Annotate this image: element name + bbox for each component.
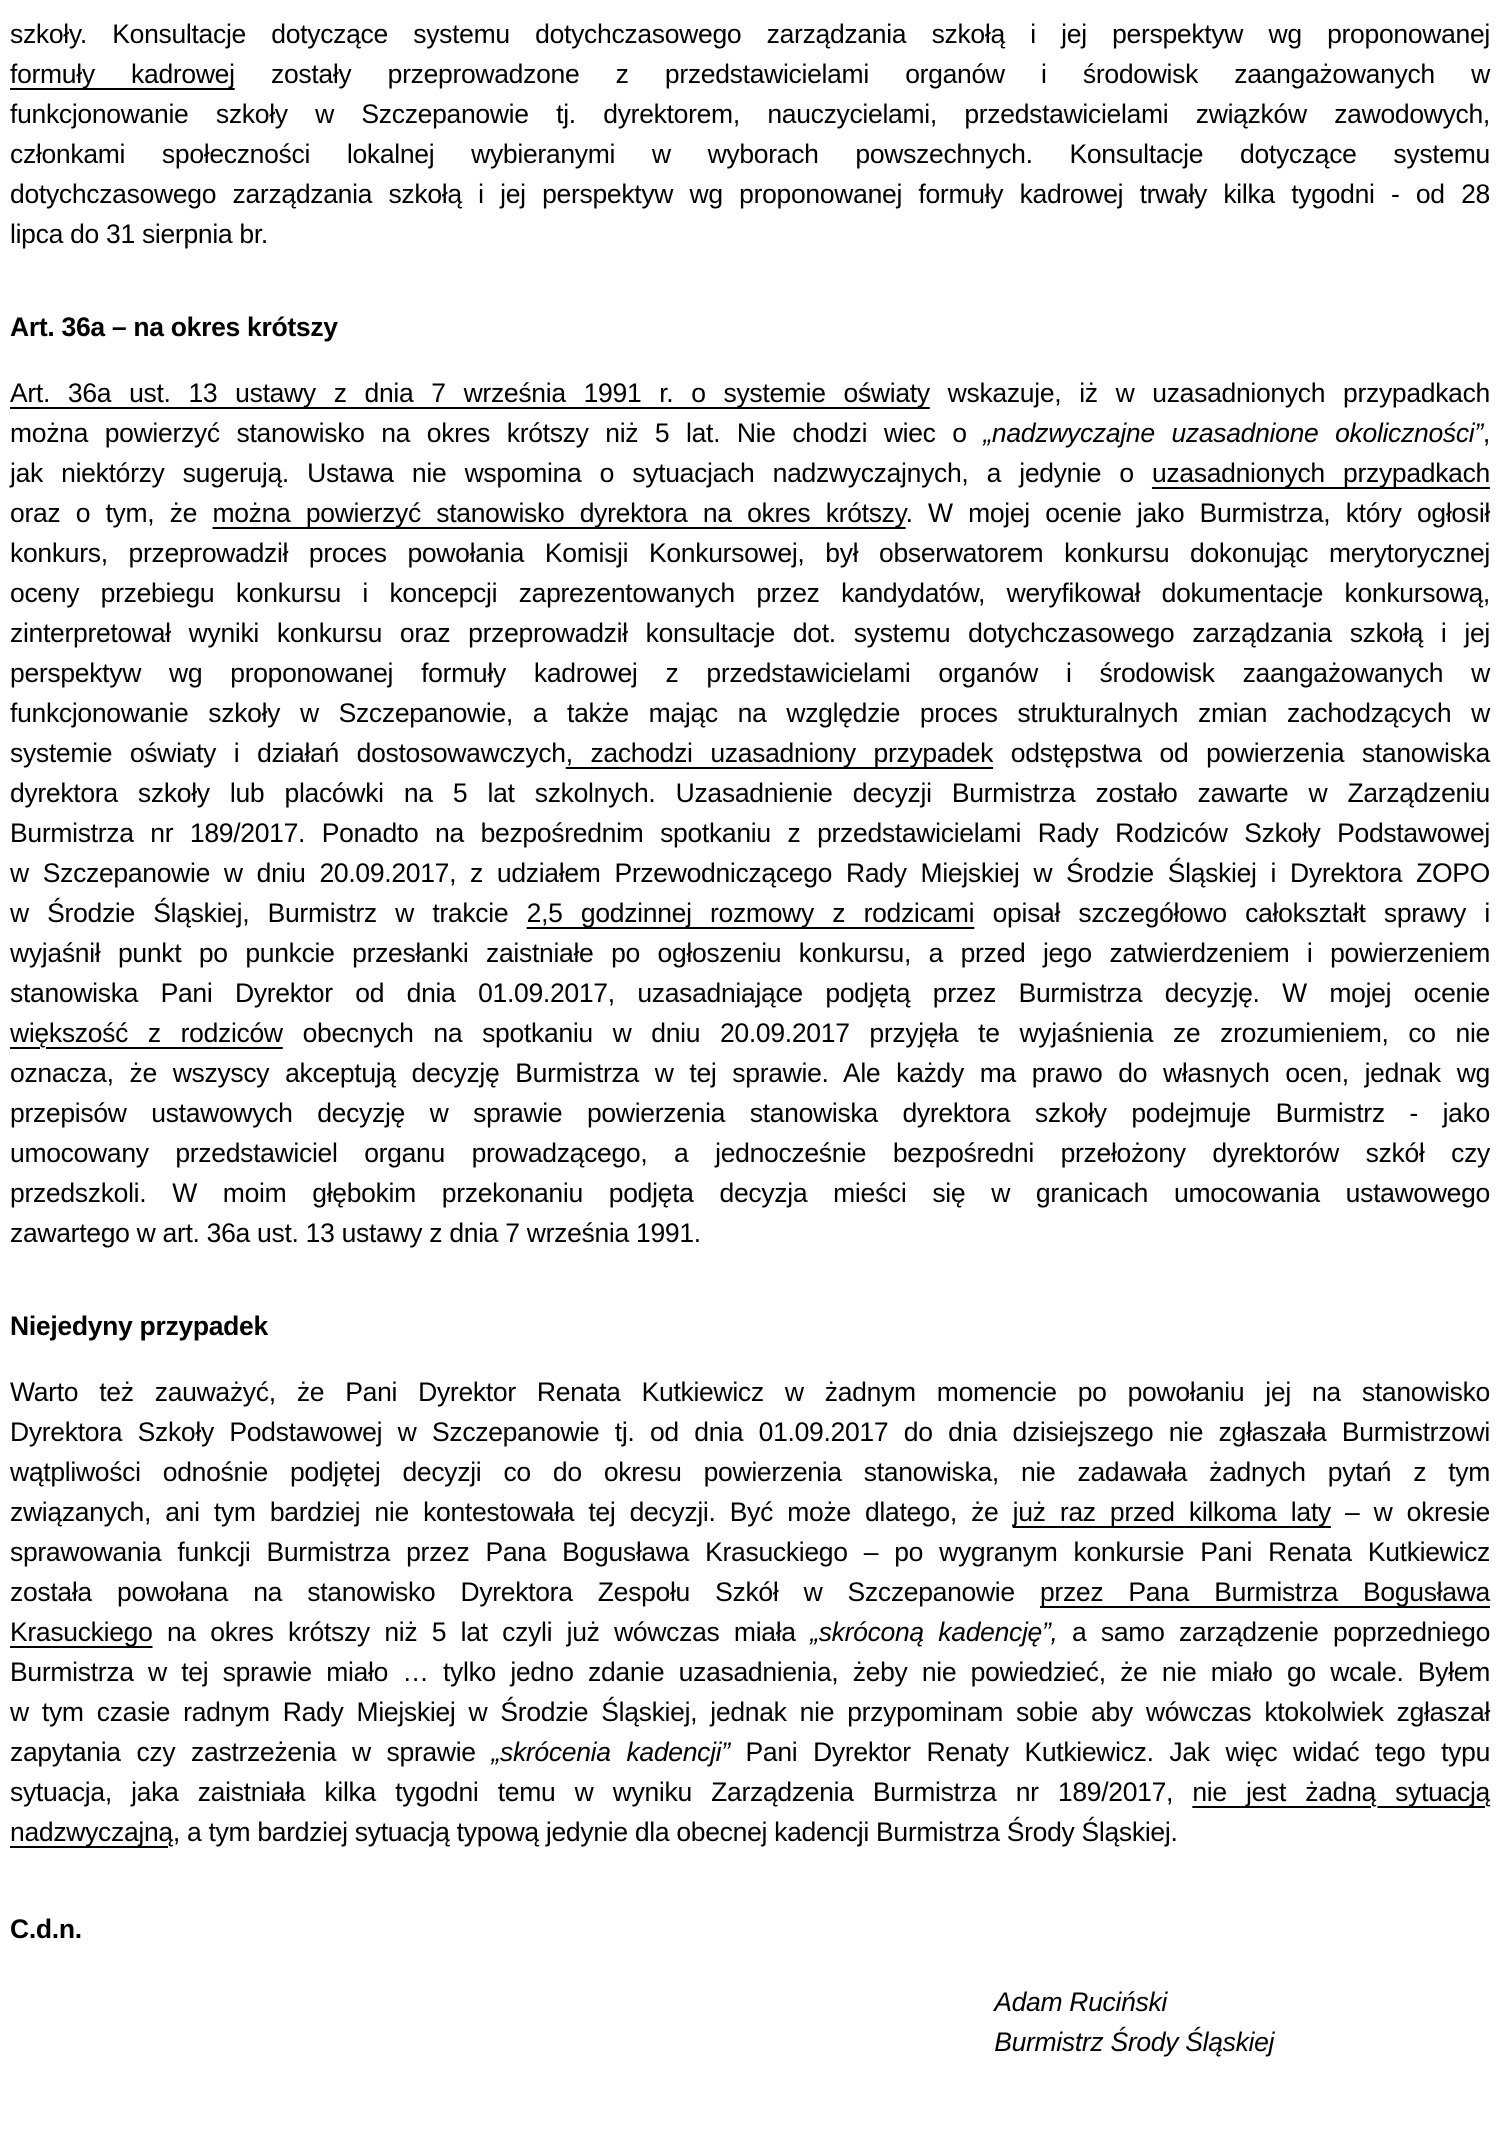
text-line [10,1492,1490,1532]
text-run: opisał szczegółowo całokształt sprawy i [974,898,1490,928]
text-run: „nadzwyczajne uzasadnione okoliczności” [983,418,1483,448]
text-line [10,1572,1490,1612]
text-line [10,613,1490,653]
text-run: konkurs, przeprowadził proces powołania Komisji Konkursowej, był obserwatorem konkursu dokonując merytorycznej [10,538,1490,568]
closing-cdn: C.d.n. [10,1914,82,1944]
text-run: „skróconą kadencję”, [810,1617,1058,1647]
text-line [10,893,1490,933]
text-run: przepisów ustawowych decyzję w sprawie powierzenia stanowiska dyrektora szkoły podejmuje Burmistrz - jako [10,1098,1490,1128]
text-run: dyrektora szkoły lub placówki na 5 lat szkolnych. Uzasadnienie decyzji Burmistrza zostało zawarte w Zarządzeniu [10,778,1490,808]
text-line [10,453,1490,493]
signature-title: Burmistrz Środy Śląskiej [994,2027,1275,2057]
text-run: lipca do 31 sierpnia br. [10,219,268,249]
text-run: 2,5 godzinnej rozmowy z rodzicami [526,898,975,928]
text-run: – w okresie [1330,1497,1490,1527]
text-run: zapytania czy zastrzeżenia w sprawie [10,1737,492,1767]
signature-name: Adam Ruciński [994,1987,1168,2017]
text-line [10,733,1490,773]
text-line [10,94,1490,134]
text-line [10,214,1490,254]
text-run: sprawowania funkcji Burmistrza przez Pana Bogusława Krasuckiego – po wygranym konkursie Pani Renata Kutkiewicz [10,1537,1490,1567]
text-run: funkcjonowanie szkoły w Szczepanowie tj. dyrektorem, nauczycielami, przedstawicielami związków zawodowych, [10,99,1490,129]
text-line [10,933,1490,973]
text-line [10,853,1490,893]
text-run: oceny przebiegu konkursu i koncepcji zaprezentowanych przez kandydatów, weryfikował dokumentacje konkursową, [10,578,1490,608]
text-run: szkoły. Konsultacje dotyczące systemu dotychczasowego zarządzania szkołą i jej perspektyw wg proponowanej [10,19,1490,49]
text-line [10,533,1490,573]
text-run: , zachodzi uzasadniony przypadek [565,738,994,768]
text-run: przedszkoli. W moim głębokim przekonaniu podjęta decyzja mieści się w granicach umocowania ustawowego [10,1178,1490,1208]
text-run: Pani Dyrektor Renaty Kutkiewicz. Jak więc widać tego typu [729,1737,1491,1767]
text-run: formuły kadrowej [10,59,235,89]
text-line [10,1013,1490,1053]
text-run: perspektyw wg proponowanej formuły kadrowej z przedstawicielami organów i środowisk zaangażowanych w [10,658,1490,688]
text-run: oraz o tym, że [10,498,213,528]
text-line [10,573,1490,613]
text-line [10,1093,1490,1133]
text-line [10,693,1490,733]
text-line [10,14,1490,54]
text-run: funkcjonowanie szkoły w Szczepanowie, a także mając na względzie proces strukturalnych zmian zachodzących w [10,698,1490,728]
text-line [10,54,1490,94]
text-run: jak niektórzy sugerują. Ustawa nie wspomina o sytuacjach nadzwyczajnych, a jedynie o [10,458,1152,488]
text-run: obecnych na spotkaniu w dniu 20.09.2017 przyjęła te wyjaśnienia ze zrozumieniem, co nie [282,1018,1490,1048]
text-line [10,493,1490,533]
text-line [10,1812,1490,1852]
art-36a-paragraph [10,373,1490,1253]
text-run: można powierzyć stanowisko na okres krótszy niż 5 lat. Nie chodzi wiec o [10,418,984,448]
text-run: zinterpretował wyniki konkursu oraz przeprowadził konsultacje dot. systemu dotychczasowego zarządzania szkołą i jej [10,618,1490,648]
text-run: , a tym bardziej sytuacją typową jedynie dla obecnej kadencji Burmistrza Środy Śląskiej. [172,1817,1178,1847]
text-run: a samo zarządzenie poprzedniego [1057,1617,1491,1647]
text-run: zostały przeprowadzone z przedstawicielami organów i środowisk zaangażowanych w [234,59,1490,89]
text-line [10,1772,1490,1812]
text-line [10,1173,1490,1213]
intro-paragraph [10,14,1490,254]
text-run: „skrócenia kadencji” [491,1737,730,1767]
text-run: przez Pana Burmistrza Bogusława [1039,1577,1490,1607]
text-run: , [1482,418,1490,448]
text-run: wątpliwości odnośnie podjętej decyzji co do okresu powierzenia stanowiska, nie zadawała żadnych pytań z tym [10,1457,1490,1487]
text-line [10,1692,1490,1732]
text-run: w Środzie Śląskiej, Burmistrz w trakcie [10,898,527,928]
text-run: Burmistrza w tej sprawie miało … tylko jedno zdanie uzasadnienia, żeby nie powiedzieć, że nie miało go wcale. Byłem [10,1657,1490,1687]
text-run: członkami społeczności lokalnej wybieranymi w wyborach powszechnych. Konsultacje dotyczące systemu [10,139,1490,169]
document-body [10,14,1490,1949]
text-run: można powierzyć stanowisko dyrektora na okres krótszy [212,498,906,528]
text-run: nie jest żadną sytuacją [1192,1777,1490,1807]
text-line [10,813,1490,853]
text-run: została powołana na stanowisko Dyrektora Zespołu Szkół w Szczepanowie [10,1577,1040,1607]
text-run: nadzwyczajną [10,1817,173,1847]
text-run: odstępstwa od powierzenia stanowiska [993,738,1490,768]
text-run: sytuacja, jaka zaistniała kilka tygodni temu w wyniku Zarządzenia Burmistrza nr 189/2017, [10,1777,1193,1807]
text-run: . W mojej ocenie jako Burmistrza, który ogłosił [905,498,1490,528]
text-run: większość z rodziców [10,1018,283,1048]
text-run: Warto też zauważyć, że Pani Dyrektor Renata Kutkiewicz w żadnym momencie po powołaniu jej na stanowisko [10,1377,1490,1407]
text-line [10,1732,1490,1772]
heading-niejedyny-przypadek: Niejedyny przypadek [10,1311,268,1341]
text-run: zawartego w art. 36a ust. 13 ustawy z dnia 7 września 1991. [10,1218,701,1248]
niejedyny-przypadek-paragraph [10,1372,1490,1852]
text-run: dotychczasowego zarządzania szkołą i jej perspektyw wg proponowanej formuły kadrowej trwały kilka tygodni - od 28 [10,179,1490,209]
text-line [10,1412,1490,1452]
text-line [10,1652,1490,1692]
text-run: związanych, ani tym bardziej nie kontestowała tej decyzji. Być może dlatego, że [10,1497,1013,1527]
text-run: w tym czasie radnym Rady Miejskiej w Środzie Śląskiej, jednak nie przypominam sobie aby wówczas ktokolwiek zgłaszał [10,1697,1490,1727]
text-run: umocowany przedstawiciel organu prowadzącego, a jednocześnie bezpośredni przełożony dyrektorów szkół czy [10,1138,1490,1168]
text-run: oznacza, że wszyscy akceptują decyzję Burmistrza w tej sprawie. Ale każdy ma prawo do własnych ocen, jednak wg [10,1058,1490,1088]
text-run: na okres krótszy niż 5 lat czyli już wówczas miała [152,1617,811,1647]
text-run: wyjaśnił punkt po punkcie przesłanki zaistniałe po ogłoszeniu konkursu, a przed jego zatwierdzeniem i powierzeniem [10,938,1490,968]
text-run: w Szczepanowie w dniu 20.09.2017, z udziałem Przewodniczącego Rady Miejskiej w Środzie Śląskiej i Dyrektora ZOPO [10,858,1490,888]
text-run: stanowiska Pani Dyrektor od dnia 01.09.2017, uzasadniające podjętą przez Burmistrza decyzję. W mojej ocenie [10,978,1490,1008]
text-line [10,973,1490,1013]
text-run: systemie oświaty i działań dostosowawczych [10,738,566,768]
text-run: Dyrektora Szkoły Podstawowej w Szczepanowie tj. od dnia 01.09.2017 do dnia dzisiejszego nie zgłaszała Burmistrzowi [10,1417,1490,1447]
text-line [10,1532,1490,1572]
text-line [10,1133,1490,1173]
text-run: już raz przed kilkoma laty [1012,1497,1331,1527]
text-run: uzasadnionych przypadkach [1151,458,1490,488]
text-line [10,134,1490,174]
text-run: Art. 36a ust. 13 ustawy z dnia 7 września 1991 r. o systemie oświaty [10,378,930,408]
text-line [10,773,1490,813]
heading-art-36a: Art. 36a – na okres krótszy [10,312,338,342]
text-line [10,373,1490,413]
text-run: wskazuje, iż w uzasadnionych przypadkach [929,378,1490,408]
signature-block [994,1982,1490,2062]
text-line [10,1213,1490,1253]
text-run: Krasuckiego [10,1617,153,1647]
text-line [10,1452,1490,1492]
text-line [10,174,1490,214]
text-line [10,1053,1490,1093]
text-line [10,413,1490,453]
text-run: Burmistrza nr 189/2017. Ponadto na bezpośrednim spotkaniu z przedstawicielami Rady Rodziców Szkoły Podstawowej [10,818,1490,848]
text-line [10,653,1490,693]
text-line [10,1372,1490,1412]
text-line [10,1612,1490,1652]
